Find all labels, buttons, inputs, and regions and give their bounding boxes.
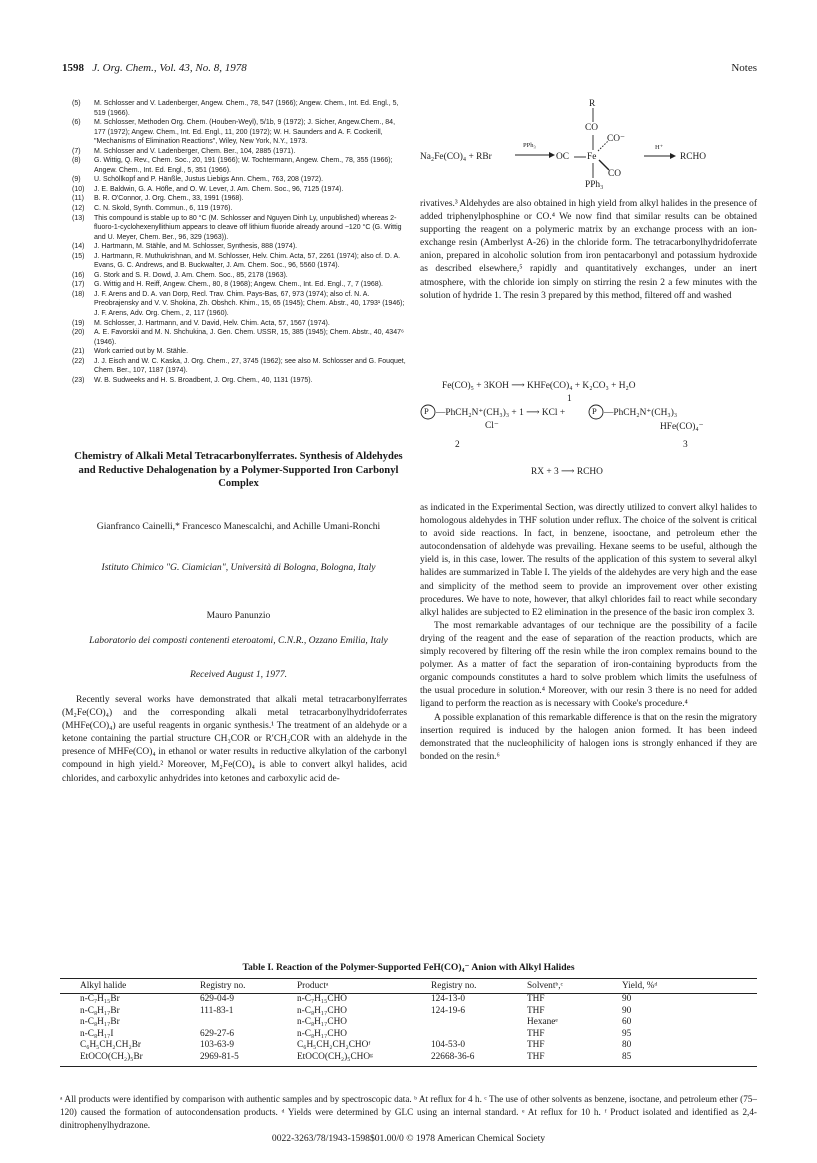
reference-number: (12) <box>72 205 85 213</box>
reference-item <box>72 185 407 195</box>
body-text-left <box>62 694 407 786</box>
equation-2-hydride: HFe(CO)₄⁻ <box>660 422 704 432</box>
affiliation-second: Laboratorio dei composti contenenti eteroatomi, C.N.R., Ozzano Emilia, Italy <box>89 635 388 646</box>
reference-text: Work carried out by M. Stähle. <box>94 348 189 356</box>
table-cell: 629-27-6 <box>200 1028 235 1039</box>
scheme-arrow2-label: H⁺ <box>655 144 664 151</box>
reference-text: G. Wittig, Q. Rev., Chem. Soc., 20, 191 (1966); W. Tochtermann, Angew. Chem., 78, 355 (1966); Angew. Chem., Int. Ed. Engl., 5, 351 (1966). <box>94 157 393 174</box>
reference-item <box>72 156 407 175</box>
table-row <box>60 994 757 1006</box>
table-cell: 80 <box>622 1040 632 1051</box>
reference-number: (23) <box>72 376 85 384</box>
table-cell: 95 <box>622 1028 632 1039</box>
polymer-p: P <box>424 406 429 416</box>
table-cell: 2969-81-5 <box>200 1052 297 1066</box>
reference-text: M. Schlosser and V. Ladenberger, Angew. Chem., 78, 547 (1966); Angew. Chem., Int. Ed. Engl., 5, 519 (1966). <box>94 100 399 117</box>
reference-item <box>72 280 407 290</box>
reference-number: (10) <box>72 185 85 193</box>
equation-1: Fe(CO)₅ + 3KOH ⟶ KHFe(CO)₄ + K₂CO₃ + H₂O <box>442 381 636 391</box>
reaction-arrow-icon <box>515 150 555 160</box>
paragraph: A possible explanation of this remarkable difference is that on the resin the migratory insertion required is induced by the halogen anion formed. It has been indeed demonstrated that the nucleophilicity of halogen ions is strongly enhanced if they are bonded on the resin.⁶ <box>420 712 757 762</box>
reference-text: This compound is stable up to 80 °C (M. Schlosser and Nguyen Dinh Ly, unpublished) whereas 2-fluoro-1-cyclohexenyllithium appears to cleave off lithium fluoride already around −120 °C (G. Wittig and U. Meyer, Chem. Ber., 96, 329 (1963)). <box>94 214 402 241</box>
reference-item <box>72 204 407 214</box>
reference-item <box>72 118 407 147</box>
table-cell: C₆H₅CH₂CH₂CHOᶠ <box>297 1040 371 1051</box>
reference-number: (21) <box>72 348 85 356</box>
table-cell: n-C₈H₁₇Br <box>80 1005 120 1016</box>
reference-item <box>72 214 407 243</box>
scheme-oc: OC <box>556 152 570 162</box>
table-body <box>60 994 757 1067</box>
equation-3: RX + 3 ⟶ RCHO <box>531 467 603 477</box>
table-footnote: ᵃ All products were identified by comparison with authentic samples and by spectroscopic data. ᵇ At reflux for 4 h. ᶜ The use of other solvents as benzene, isoctane, and petroleum ether (75–120) caused the formation of autocondensation products. ᵈ Yields were determined by GLC using an internal standard. ᵉ At reflux for 10 h. ᶠ Product isolated and identified as 2,4-dinitrophenylhydrazone. <box>60 1094 757 1130</box>
reference-text: J. Hartmann, M. Stähle, and M. Schlosser, Synthesis, 888 (1974). <box>94 243 298 251</box>
reference-text: M. Schlosser, Methoden Org. Chem. (Houben-Weyl), 5/1b, 9 (1972); J. Sicher, Angew.Chem., 84, 177 (1972); Angew. Chem., Int. Ed. Engl., 11, 200 (1972); W. H. Saunders and A. F. Cockerill, "Mechanisms of Elimination Reactions", Wiley, New York, N.Y., 1973. <box>94 119 396 146</box>
reference-number: (16) <box>72 271 85 279</box>
paragraph: rivatives.³ Aldehydes are also obtained in high yield from alkyl halides in the presence of added triphenylphosphine or CO.⁴ We now find that similar results can be obtained supporting the reagent on a polymeric matrix by an exchange process with an ion-exchange resin (Amberlyst A-26) in the chloride form. The tetracarbonylhydridoferrate anion, prepared in alcoholic solution from iron pentacarbonyl and potassium hydroxide as described elsewhere,⁵ rapidly and quantitatively exchanges, under an inert atmosphere, with the chloride ion simply on stirring the resin 2 a few minutes with the solution of hydride 1. The resin 3 prepared by this method, filtered off and washed <box>420 199 757 301</box>
reference-number: (7) <box>72 147 81 155</box>
author-list: Gianfranco Cainelli,* Francesco Manescalchi, and Achille Umani-Ronchi <box>96 521 381 532</box>
paragraph: as indicated in the Experimental Section, was directly utilized to convert alkyl halides to homologous aldehydes in THF solution under reflux. The choice of the solvent is critical to avoid side reactions. In fact, in benzene, isooctane, and petroleum ether the autocondensation of aldehyde was prevailing. Hexane seems to be useful, although the yield is, in this case, lower. The results of the application of this system to several alkyl halides are summarized in Table I. The yields of the aldehydes are very high and the ease and simplicity of the method seem to provide an improvement over other existing procedures. We have to note, however, that alkyl chlorides fail to react while secondary alkyl halides are subjected to E2 elimination in the presence of the basic iron complex 3. <box>420 503 757 618</box>
reference-text: M. Schlosser and V. Ladenberger, Chem. Ber., 104, 2885 (1971). <box>94 147 296 155</box>
table-cell: n-C₇H₁₅CHO <box>297 994 348 1004</box>
reference-text: B. R. O'Connor, J. Org. Chem., 33, 1991 (1968). <box>94 195 244 203</box>
reference-number: (6) <box>72 119 81 127</box>
reference-number: (5) <box>72 100 81 107</box>
reference-text: U. Schöllkopf and P. Hänßle, Justus Liebigs Ann. Chem., 763, 208 (1972). <box>94 176 324 184</box>
table <box>60 978 757 1067</box>
polymer-p: P <box>592 406 597 416</box>
table-cell: 85 <box>622 1052 757 1066</box>
column-header: Productᵃ <box>297 979 431 994</box>
reference-text: A. E. Favorskii and M. N. Shchukina, J. Gen. Chem. USSR, 15, 385 (1945); Chem. Abstr., 40, 4347⁶ (1946). <box>94 329 404 346</box>
page-number: 1598 <box>62 62 84 74</box>
reaction-arrow-icon <box>644 151 676 161</box>
table-cell: n-C₈H₁₇CHO <box>297 1017 348 1028</box>
table-cell: n-C₈H₁₇I <box>80 1028 114 1039</box>
reference-item <box>72 347 407 357</box>
reference-number: (22) <box>72 357 85 365</box>
reference-item <box>72 194 407 204</box>
table-cell: n-C₈H₁₇CHO <box>297 1028 348 1039</box>
table-cell: 124-19-6 <box>431 1005 466 1016</box>
table-cell: 104-53-0 <box>431 1040 466 1051</box>
equation-2-chloride: Cl⁻ <box>485 421 499 431</box>
table-cell <box>431 1017 527 1029</box>
table-cell: THF <box>527 994 545 1004</box>
table-cell: THF <box>527 1052 622 1066</box>
reference-item <box>72 357 407 376</box>
reference-text: G. Stork and S. R. Dowd, J. Am. Chem. Soc., 85, 2178 (1963). <box>94 271 288 279</box>
table-cell: 124-13-0 <box>431 994 466 1004</box>
reference-item <box>72 271 407 281</box>
scheme-pph3: PPh₃ <box>585 180 604 190</box>
reference-text: G. Wittig and H. Reiff, Angew. Chem., 80, 8 (1968); Angew. Chem., Int. Ed. Engl., 7, 7 (1968). <box>94 281 383 289</box>
table-cell: 90 <box>622 994 632 1004</box>
reference-item <box>72 376 407 386</box>
body-text-right-bottom <box>420 502 757 764</box>
reference-number: (11) <box>72 195 84 203</box>
journal-citation: J. Org. Chem., Vol. 43, No. 8, 1978 <box>92 62 247 74</box>
reference-item <box>72 175 407 185</box>
reference-text: J. F. Arens and D. A. van Dorp, Recl. Trav. Chim. Pays-Bas, 67, 973 (1974); also cf. N. A. Preobrajensky and V. V. Shokina, Zh. Obshch. Khim., 15, 65 (1945); Chem. Abstr., 40, 1793¹ (1946); J. F. Arens, Adv. Org. Chem., 2, 117 (1960). <box>94 290 405 318</box>
table-cell: 60 <box>622 1017 632 1028</box>
reference-item <box>72 147 407 157</box>
table-header-row <box>60 979 757 994</box>
reference-text: M. Schlosser, J. Hartmann, and V. David, Helv. Chim. Acta, 57, 1567 (1974). <box>94 319 330 327</box>
reference-item <box>72 99 407 118</box>
table-cell <box>200 1017 297 1029</box>
running-header <box>62 62 757 78</box>
table-row <box>60 1052 757 1066</box>
column-header: Registry no. <box>431 979 527 994</box>
scheme-arrow-label: PPh₃ <box>523 142 536 149</box>
paragraph: The most remarkable advantages of our technique are the possibility of a facile drying of the reagent and the ease of separation of the reaction products, which are simply recovered by filtering off the resin while the iron complex remains bound to the polymer. As a matter of fact the separation of iron-containing byproducts from the organic compounds constitutes a hard to solve problem which limits the usefulness of the usual procedure in solution.⁴ Moreover, with our resin 3 there is no need for added ligand to perform the reaction as is necessary with Cooke's procedure.⁴ <box>420 620 757 710</box>
reference-number: (13) <box>72 214 85 222</box>
column-header: Registry no. <box>200 979 297 994</box>
scheme-co-right: CO⁻ <box>607 134 625 144</box>
section-label: Notes <box>731 62 757 74</box>
table-cell <box>431 1029 527 1041</box>
column-header: Solventᵇ,ᶜ <box>527 979 622 994</box>
column-header: Yield, %ᵈ <box>622 979 757 994</box>
table-cell: 22668-36-6 <box>431 1052 527 1066</box>
column-header: Alkyl halide <box>60 979 200 994</box>
reference-number: (20) <box>72 329 85 337</box>
table-caption: Table I. Reaction of the Polymer-Supported FeH(CO)₄⁻ Anion with Alkyl Halides <box>242 962 575 973</box>
table-cell: THF <box>527 1040 545 1051</box>
table-cell: 103-63-9 <box>200 1040 235 1051</box>
scheme-product: RCHO <box>680 152 707 162</box>
reference-item <box>72 252 407 271</box>
body-text-right-top <box>420 198 757 303</box>
reference-number: (17) <box>72 281 85 289</box>
reference-text: J. J. Eisch and W. C. Kaska, J. Org. Chem., 27, 3745 (1962); see also M. Schlosser and G. Fouquet, Chem. Ber., 107, 1187 (1974). <box>94 357 406 375</box>
reference-text: J. E. Baldwin, G. A. Höfle, and O. W. Lever, J. Am. Chem. Soc., 96, 7125 (1974). <box>94 185 344 193</box>
author-second: Mauro Panunzio <box>206 610 271 621</box>
equation-2-right: —PhCH₂N⁺(CH₃)₃ <box>604 408 678 418</box>
table-cell: 90 <box>622 1005 632 1016</box>
reference-list <box>72 99 407 385</box>
table-row <box>60 1006 757 1018</box>
table-cell: THF <box>527 1028 545 1039</box>
paragraph: Recently several works have demonstrated that alkali metal tetracarbonylferrates (M₂Fe(CO)₄) and the corresponding alkali metal tetracarbonylhydridoferrates (MHFe(CO)₄) are useful reagents in organic synthesis.¹ The treatment of an aldehyde or a ketone containing the partial structure CH₃COR or R′CH₂COR with an aldehyde in the presence of MHFe(CO)₄ in ethanol or water results in reductive alkylation of the carbonyl compound in high yield.² Moreover, M₂Fe(CO)₄ is able to convert alkyl halides, acid chlorides, and carboxylic anhydrides into ketones and carboxylic acid de- <box>62 695 407 784</box>
equation-2-left: —PhCH₂N⁺(CH₃)₃ + 1 ⟶ KCl + <box>436 408 566 418</box>
table-cell: 629-04-9 <box>200 994 235 1004</box>
reference-number: (18) <box>72 290 85 298</box>
reference-text: C. N. Skold, Synth. Commun., 6, 119 (1976). <box>94 205 233 213</box>
reference-item <box>72 319 407 329</box>
reference-number: (15) <box>72 252 85 260</box>
reference-number: (8) <box>72 157 81 165</box>
table-cell: 111-83-1 <box>200 1005 234 1016</box>
table-cell: n-C₈H₁₇CHO <box>297 1005 348 1016</box>
equation-1-label: 1 <box>567 394 572 404</box>
article-title: Chemistry of Alkali Metal Tetracarbonylferrates. Synthesis of Aldehydes and Reductive Dehalogenation by a Polymer-Supported Iron Carbonyl Complex <box>74 451 403 490</box>
copyright-footer: 0022-3263/78/1943-1598$01.00/0 © 1978 American Chemical Society <box>271 1133 546 1144</box>
table-row <box>60 1040 757 1052</box>
table-cell: C₆H₅CH₂CH₂Br <box>80 1040 142 1051</box>
table-cell: n-C₈H₁₇Br <box>80 1017 120 1028</box>
received-date: Received August 1, 1977. <box>189 669 288 680</box>
table-cell: THF <box>527 1005 545 1016</box>
scheme-co-bottom: CO <box>608 169 622 179</box>
scheme-reactants: Na₂Fe(CO)₄ + RBr <box>420 152 492 162</box>
table-row <box>60 1017 757 1029</box>
reference-text: J. Hartmann, R. Muthukrishnan, and M. Schlosser, Helv. Chim. Acta, 57, 2261 (1974); also cf. D. A. Evans, G. C. Andrews, and B. Buckwalter, J. Am. Chem. Soc., 96, 5560 (1974). <box>94 252 401 270</box>
table-cell: EtOCO(CH₂)₅Br <box>60 1052 200 1066</box>
reference-item <box>72 328 407 347</box>
scheme-co-top: CO <box>585 123 599 133</box>
equation-2-label-2: 2 <box>455 440 460 450</box>
reference-number: (9) <box>72 176 81 184</box>
table-cell: Hexaneᵉ <box>527 1017 558 1028</box>
scheme-r: R <box>589 99 596 109</box>
reference-item <box>72 290 407 319</box>
reference-text: W. B. Sudweeks and H. S. Broadbent, J. Org. Chem., 40, 1131 (1975). <box>94 376 313 384</box>
equation-2-label-3: 3 <box>683 440 688 450</box>
reference-number: (14) <box>72 243 85 251</box>
table-cell: n-C₇H₁₅Br <box>80 994 120 1004</box>
reference-item <box>72 242 407 252</box>
reference-number: (19) <box>72 319 85 327</box>
table-row <box>60 1029 757 1041</box>
affiliation: Istituto Chimico "G. Ciamician", Università di Bologna, Bologna, Italy <box>101 562 376 573</box>
scheme-fe: Fe <box>587 152 597 162</box>
table-cell: EtOCO(CH₂)₅CHOᵍ <box>297 1052 431 1066</box>
